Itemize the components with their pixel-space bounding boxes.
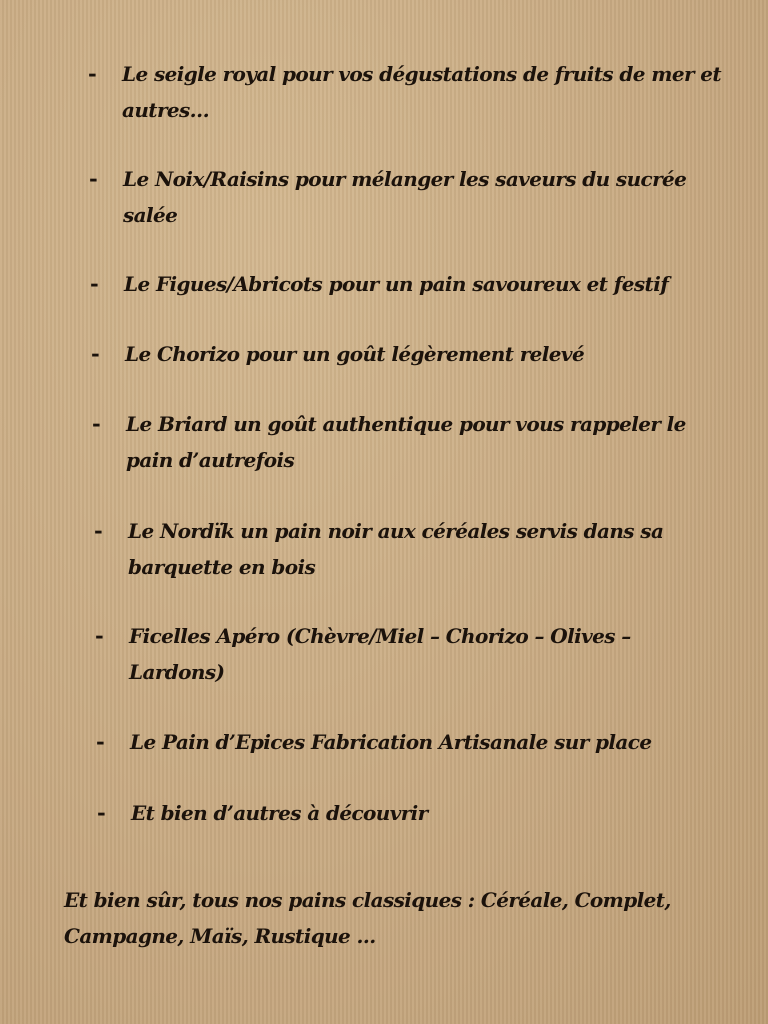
list-item [92,406,722,478]
list-item [88,56,748,128]
list-item [94,513,704,585]
bullet-dash: - [90,271,99,296]
list-item [95,618,695,690]
bullet-dash: - [97,800,106,825]
classic-breads-note: Et bien sûr, tous nos pains classiques : Céréale, Complet, Campagne, Maïs, Rustique ... [64,888,671,948]
list-item [96,724,736,760]
bullet-dash: - [91,341,100,366]
item-text: Le Figues/Abricots pour un pain savoureux et festif [124,272,669,296]
item-text: Le Pain d’Epices Fabrication Artisanale sur place [130,730,652,754]
item-text: Le Nordïk un pain noir aux céréales servis dans sa barquette en bois [128,519,664,579]
item-text: Le Chorizo pour un goût légèrement relevé [125,342,585,366]
bullet-dash: - [96,729,105,754]
bullet-dash: - [92,411,101,436]
item-text: Et bien d’autres à découvrir [131,801,428,825]
list-item [90,266,730,302]
item-text: Le Noix/Raisins pour mélanger les saveurs du sucrée salée [123,167,687,227]
bullet-dash: - [88,61,97,86]
item-text: Ficelles Apéro (Chèvre/Miel – Chorizo – Olives – Lardons) [129,624,631,684]
item-text: Le seigle royal pour vos dégustations de fruits de mer et autres… [122,62,722,122]
item-text: Le Briard un goût authentique pour vous rappeler le pain d’autrefois [126,412,686,472]
list-item [91,336,731,372]
bullet-dash: - [95,623,104,648]
bullet-dash: - [89,166,98,191]
bullet-dash: - [94,518,103,543]
list-item [89,161,729,233]
list-item [97,795,737,831]
